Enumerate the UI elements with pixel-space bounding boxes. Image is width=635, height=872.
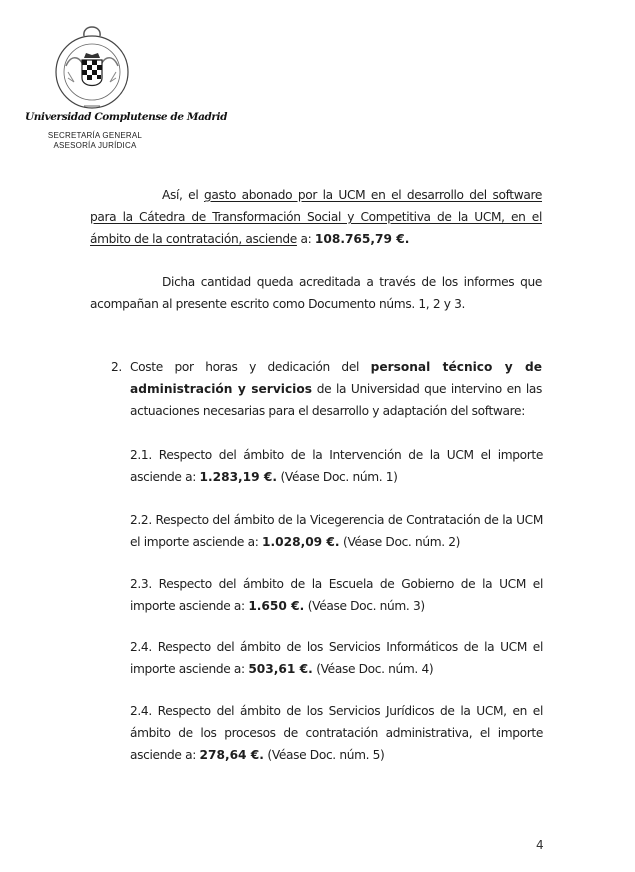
university-name: Universidad Complutense de Madrid <box>25 111 228 123</box>
department-line-1: SECRETARÍA GENERAL <box>47 131 143 140</box>
page-number: 4 <box>536 838 544 852</box>
subitem-servicios-juridicos: 2.4. Respecto del ámbito de los Servicios Jurídicos de la UCM, en el ámbito de los procesos de contratación administrativa, el importe asciende a: 278,64 €. (Véase Doc. núm. 5) <box>130 704 543 762</box>
amount: 1.650 €. <box>248 599 305 613</box>
subitem-escuela-gobierno: 2.3. Respecto del ámbito de la Escuela de Gobierno de la UCM el importe asciende a: 1.650 €. (Véase Doc. núm. 3) <box>130 577 543 613</box>
subitem-intervencion: 2.1. Respecto del ámbito de la Intervención de la UCM el importe asciende a: 1.283,19 €. (Véase Doc. núm. 1) <box>130 448 543 484</box>
list-item-2: 2. Coste por horas y dedicación del personal técnico y de administración y servicios de la Universidad que intervino en las actuaciones necesarias para el desarrollo y adaptación del software: <box>111 356 542 422</box>
department-line-2: ASESORÍA JURÍDICA <box>53 141 137 150</box>
subitem-vicegerencia: 2.2. Respecto del ámbito de la Vicegerencia de Contratación de la UCM el importe asciende a: 1.028,09 €. (Véase Doc. núm. 2) <box>130 513 543 549</box>
staff-category: personal técnico y de administración y servicios <box>130 360 542 396</box>
paragraph-software-cost: Así, el gasto abonado por la UCM en el desarrollo del software para la Cátedra de Transformación Social y Competitiva de la UCM, en el ámbito de la contratación, asciende a: 108.765,79 €. <box>90 188 543 246</box>
amount: 503,61 €. <box>248 662 313 676</box>
university-seal-icon <box>52 22 132 114</box>
amount: 1.028,09 €. <box>262 535 340 549</box>
subitem-servicios-informaticos: 2.4. Respecto del ámbito de los Servicios Informáticos de la UCM el importe asciende a: 503,61 €. (Véase Doc. núm. 4) <box>130 640 543 676</box>
total-amount: 108.765,79 €. <box>314 232 410 246</box>
underlined-statement: gasto abonado por la UCM en el desarrollo del software para la Cátedra de Transformación Social y Competitiva de la UCM, en el ámbito de la contratación, asciende <box>90 188 543 246</box>
amount: 1.283,19 €. <box>199 470 277 484</box>
paragraph-documents: Dicha cantidad queda acreditada a través de los informes que acompañan al presente escrito como Documento núms. 1, 2 y 3. <box>90 275 542 311</box>
list-number: 2. <box>111 360 122 374</box>
amount: 278,64 €. <box>199 748 264 762</box>
